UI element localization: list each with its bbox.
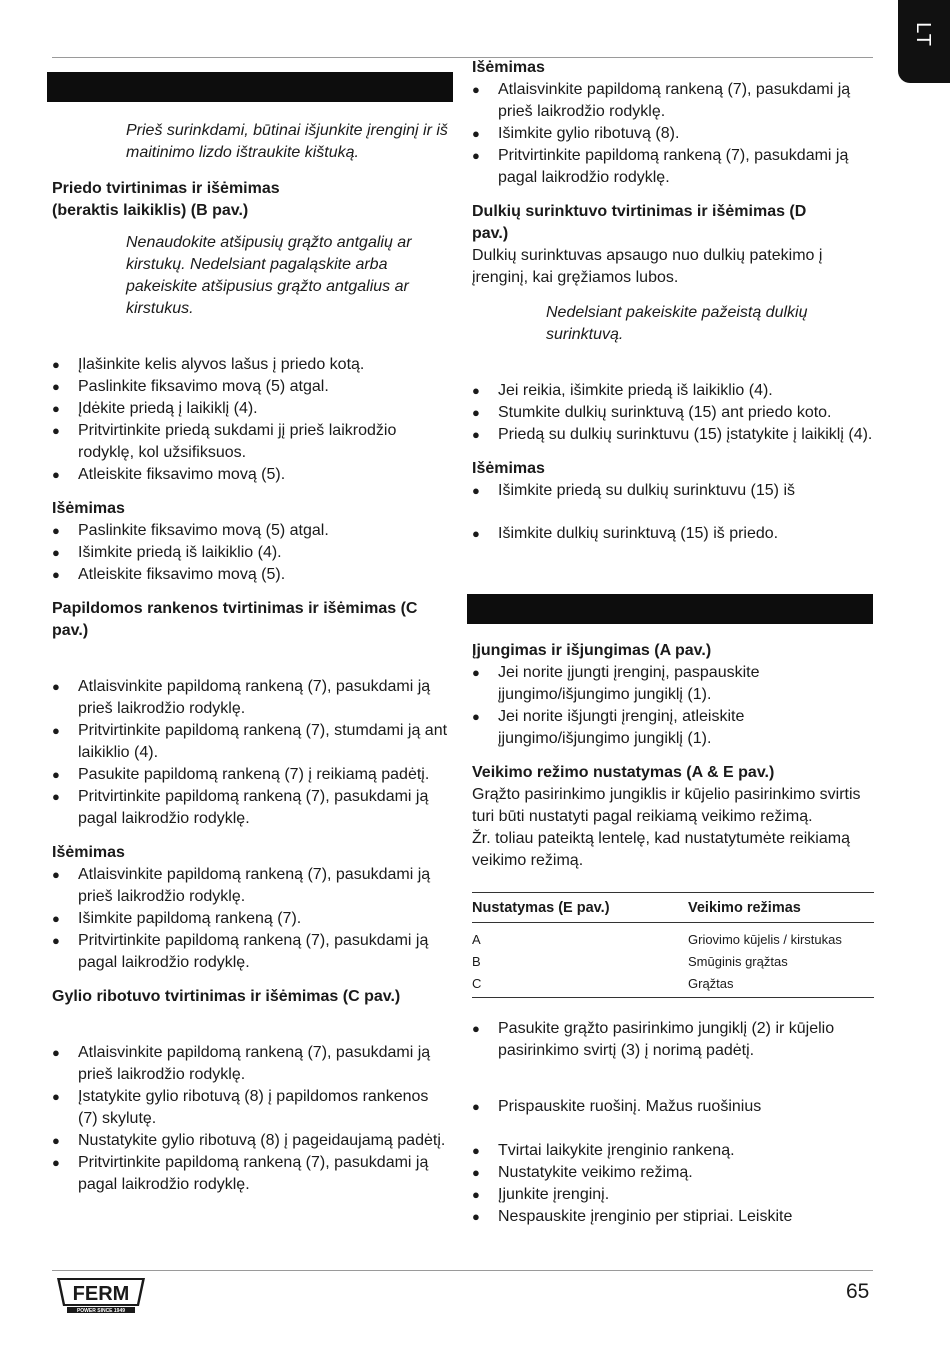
bottom-rule (52, 1270, 873, 1271)
dust-collector-removal-steps (472, 480, 874, 545)
table-cell: Griovimo kūjelis / kirstukas (688, 932, 842, 947)
list-item: ● Pritvirtinkite papildomą rankeną (7), pasukdami ją pagal laikrodžio rodyklę. (52, 786, 452, 830)
dust-collector-text: Dulkių surinktuvas apsaugo nuo dulkių patekimo į įrenginį, kai gręžiamos lubos. (472, 247, 823, 286)
list-item: ● Atleiskite fiksavimo movą (5). (52, 464, 452, 486)
list-item: ● Išimkite gylio ribotuvą (8). (472, 123, 874, 145)
list-item: ● Paslinkite fiksavimo movą (5) atgal. (52, 376, 452, 398)
table-cell: C (472, 973, 688, 998)
list-item: ● Pritvirtinkite papildomą rankeną (7), stumdami ją ant laikiklio (4). (52, 720, 452, 764)
list-item: ● Jei norite įjungti įrenginį, paspauskite įjungimo/išjungimo jungiklį (1). (472, 662, 874, 706)
list-item: ● Pritvirtinkite priedą sukdami jį prieš laikrodžio rodyklę, kol užsifiksuos. (52, 420, 452, 464)
list-item: ● Priedą su dulkių surinktuvu (15) įstatykite į laikiklį (4). (472, 424, 874, 446)
section-heading-handle: Papildomos rankenos tvirtinimas ir išėmimas (C pav.) (52, 600, 418, 639)
accessory-removal-steps (52, 520, 452, 586)
accessory-steps (52, 354, 452, 486)
list-item: ● Išimkite dulkių surinktuvą (15) iš priedo. (472, 523, 874, 545)
section-heading-depth-stop: Gylio ribotuvo tvirtinimas ir išėmimas (C pav.) (52, 988, 401, 1005)
right-column-bottom (472, 640, 874, 1228)
dust-collector-note: Nedelsiant pakeiskite pažeistą dulkių surinktuvą. (546, 304, 808, 343)
list-item: ● Išimkite papildomą rankeną (7). (52, 908, 452, 930)
list-item: ● Įlašinkite kelis alyvos lašus į priedo kotą. (52, 354, 452, 376)
list-item: ● Pritvirtinkite papildomą rankeną (7), pasukdami ją pagal laikrodžio rodyklę. (52, 930, 452, 974)
list-item: ● Įjunkite įrenginį. (472, 1184, 874, 1206)
handle-removal-steps (52, 864, 452, 974)
removal-heading: Išėmimas (52, 500, 125, 517)
dust-collector-steps (472, 380, 874, 446)
section-heading-on-off: Įjungimas ir išjungimas (A pav.) (472, 642, 712, 659)
operation-steps (472, 1140, 874, 1228)
removal-heading: Išėmimas (472, 460, 545, 477)
table-cell: Smūginis grąžtas (688, 954, 788, 969)
table-row (472, 923, 874, 952)
list-item: ● Stumkite dulkių surinktuvą (15) ant priedo koto. (472, 402, 874, 424)
table-cell: Grąžtas (688, 973, 874, 998)
depth-stop-removal-steps (472, 79, 874, 189)
list-item: ● Įstatykite gylio ribotuvą (8) į papildomos rankenos (7) skylutę. (52, 1086, 452, 1130)
table-header: Nustatymas (E pav.) (472, 893, 688, 923)
list-item: ● Pasukite papildomą rankeną (7) į reikiamą padėtį. (52, 764, 452, 786)
table-header: Veikimo režimas (688, 893, 874, 923)
left-column (52, 118, 452, 1196)
list-item: ● Prispauskite ruošinį. Mažus ruošinius (472, 1096, 874, 1118)
section-heading-accessory: Priedo tvirtinimas ir išėmimas (beraktis laikiklis) (B pav.) (52, 180, 280, 219)
assembly-warning: Prieš surinkdami, būtinai išjunkite įrenginį ir iš maitinimo lizdo ištraukite kištuką. (126, 122, 448, 161)
list-item: ● Tvirtai laikykite įrenginio rankeną. (472, 1140, 874, 1162)
page-number: 65 (846, 1280, 870, 1303)
list-item: ● Paslinkite fiksavimo movą (5) atgal. (52, 520, 452, 542)
handle-steps (52, 676, 452, 830)
section-heading-dust-collector: Dulkių surinktuvo tvirtinimas ir išėmimas (D pav.) (472, 203, 807, 242)
mode-text-1: Grąžto pasirinkimo jungiklis ir kūjelio pasirinkimo svirtis turi būti nustatyti pagal reikiamą veikimo režimą. (472, 786, 861, 825)
language-tab-label: LT (912, 22, 934, 48)
list-item: ● Išimkite priedą iš laikiklio (4). (52, 542, 452, 564)
mode-steps (472, 1018, 874, 1062)
right-column-top (472, 57, 874, 545)
list-item: ● Atlaisvinkite papildomą rankeną (7), pasukdami ją prieš laikrodžio rodyklę. (52, 676, 452, 720)
logo-tagline: POWER SINCE 1949 (76, 1308, 126, 1314)
list-item: ● Nustatykite gylio ribotuvą (8) į pageidaujamą padėtį. (52, 1130, 452, 1152)
list-item: ● Atleiskite fiksavimo movą (5). (52, 564, 452, 586)
list-item: ● Išimkite priedą su dulkių surinktuvu (15) iš (472, 480, 874, 502)
logo-wordmark: FERM (72, 1283, 130, 1305)
removal-heading: Išėmimas (472, 59, 545, 76)
accessory-note: Nenaudokite atšipusių grąžto antgalių ar kirstukų. Nedelsiant pagaląskite arba pakeiskite atšipusius grąžto antgalius ar kirstukus. (126, 234, 412, 317)
table-row (472, 973, 874, 998)
section-heading-mode: Veikimo režimo nustatymas (A & E pav.) (472, 764, 775, 781)
list-item: ● Jei norite išjungti įrenginį, atleiskite įjungimo/išjungimo jungiklį (1). (472, 706, 874, 750)
list-item: ● Jei reikia, išimkite priedą iš laikiklio (4). (472, 380, 874, 402)
list-item: ● Pritvirtinkite papildomą rankeną (7), pasukdami ją pagal laikrodžio rodyklę. (472, 145, 874, 189)
list-item: ● Atlaisvinkite papildomą rankeną (7), pasukdami ją prieš laikrodžio rodyklę. (52, 1042, 452, 1086)
workpiece-steps (472, 1096, 874, 1118)
ferm-logo (53, 1276, 149, 1314)
left-section-bar (47, 72, 453, 102)
list-item: ● Įdėkite priedą į laikiklį (4). (52, 398, 452, 420)
table-cell: B (472, 954, 481, 969)
list-item: ● Pritvirtinkite papildomą rankeną (7), pasukdami ją pagal laikrodžio rodyklę. (52, 1152, 452, 1196)
removal-heading: Išėmimas (52, 844, 125, 861)
list-item: ● Pasukite grąžto pasirinkimo jungiklį (2) ir kūjelio pasirinkimo svirtį (3) į norimą padėtį. (472, 1018, 874, 1062)
list-item: ● Atlaisvinkite papildomą rankeną (7), pasukdami ją prieš laikrodžio rodyklę. (52, 864, 452, 908)
mode-table (472, 892, 874, 998)
mode-text-2: Žr. toliau pateiktą lentelę, kad nustatytumėte reikiamą veikimo režimą. (472, 830, 850, 869)
list-item: ● Nustatykite veikimo režimą. (472, 1162, 874, 1184)
list-item: ● Atlaisvinkite papildomą rankeną (7), pasukdami ją prieš laikrodžio rodyklę. (472, 79, 874, 123)
depth-stop-steps (52, 1042, 452, 1196)
right-section-bar (467, 594, 873, 624)
on-off-steps (472, 662, 874, 750)
list-item: ● Nespauskite įrenginio per stipriai. Leiskite (472, 1206, 874, 1228)
table-row (472, 951, 874, 973)
table-cell: A (472, 932, 481, 947)
